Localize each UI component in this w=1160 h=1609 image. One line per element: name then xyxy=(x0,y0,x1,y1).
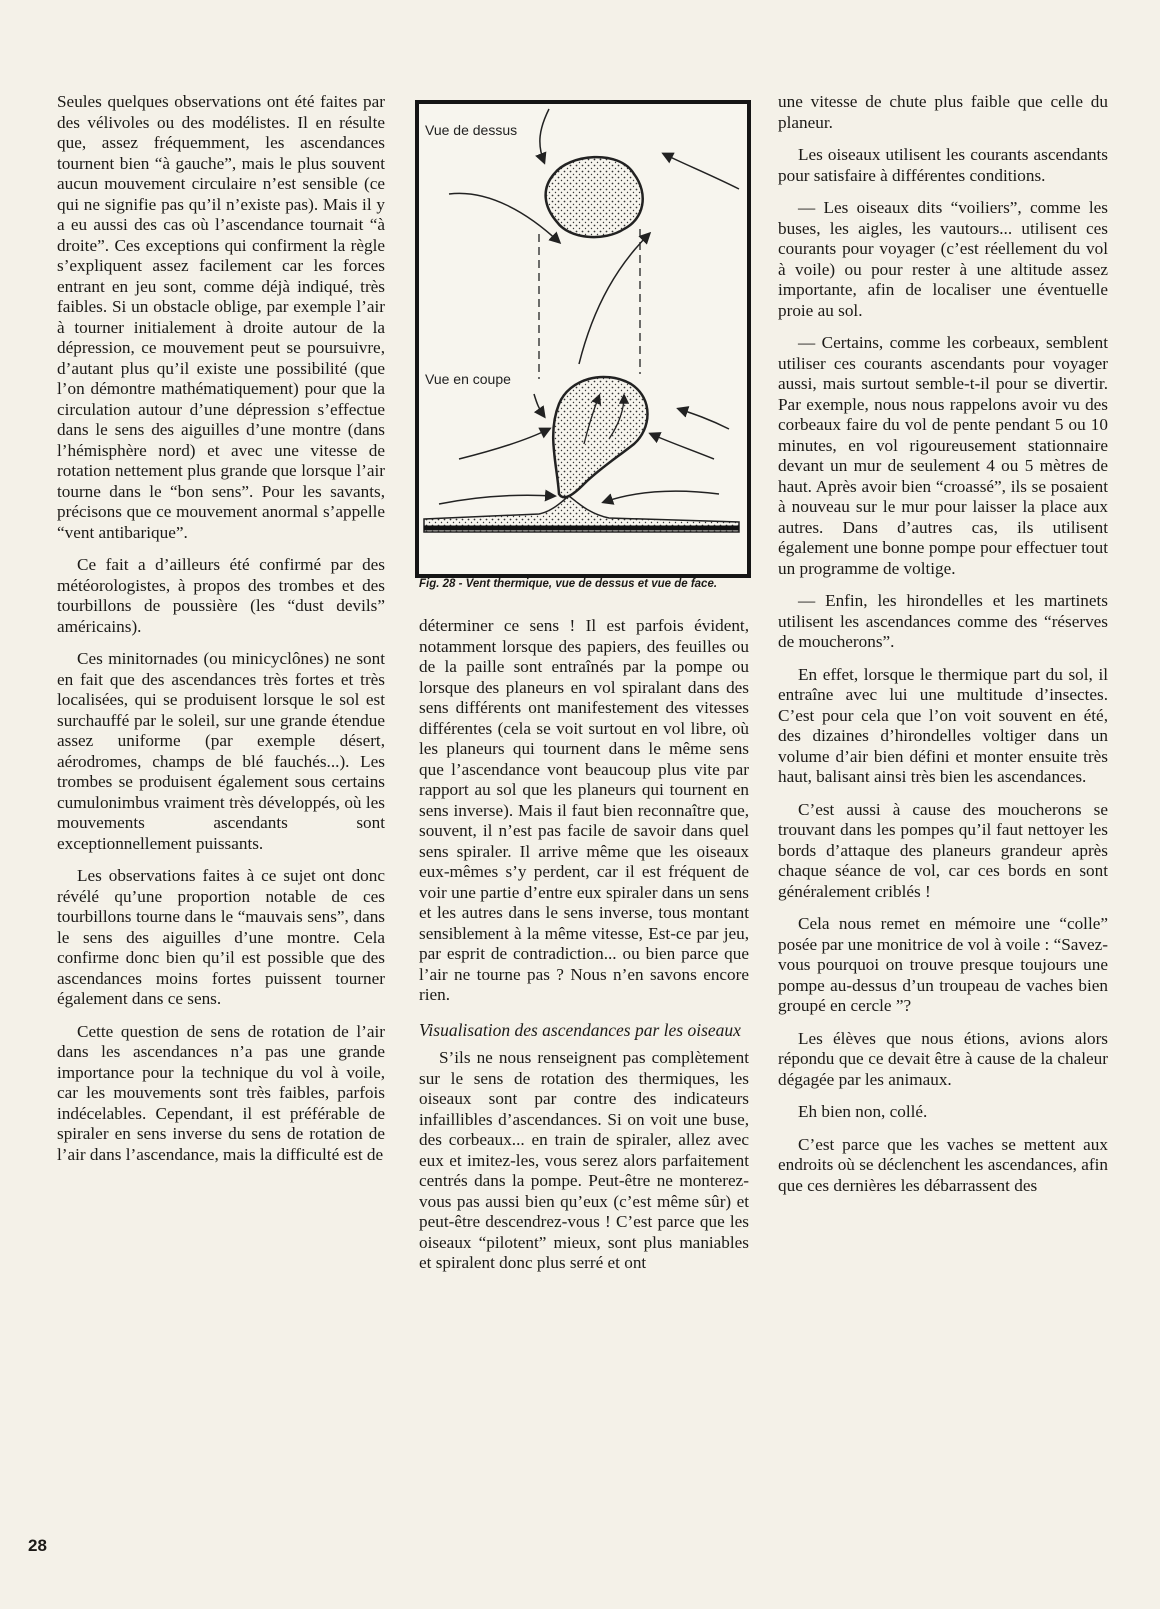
figure-label-section-view: Vue en coupe xyxy=(425,371,511,387)
paragraph: S’ils ne nous renseignent pas complètement sur le sens de rotation des thermiques, les oiseaux sont par contre des indicateurs infaillibles d’ascendances. Si on voit une buse, des corbeaux... en train de spiraler, allez avec eux et imitez-les, vous serez alors parfaitement centrés dans la pompe. Peut-être ne monterez-vous pas aussi bien qu’eux (c’est même sûr) et peut-être descendrez-vous ! C’est parce que les oiseaux “pilotent” mieux, sont plus maniables et spiralent donc plus serré et ont xyxy=(419,1048,749,1272)
article-column-1 xyxy=(57,92,385,1177)
paragraph: Eh bien non, collé. xyxy=(798,1102,928,1121)
section-subheading: Visualisation des ascendances par les oiseaux xyxy=(419,1019,741,1040)
paragraph: — Les oiseaux dits “voiliers”, comme les buses, les aigles, les vautours... utilisent ces courants pour voyager (c’est réellement du vol à voile) ou pour rester à une altitude assez importante, afin de localiser une éventuelle proie au sol. xyxy=(778,198,1108,320)
paragraph: déterminer ce sens ! Il est parfois évident, notamment lorsque des papiers, des feuilles ou de la paille sont entraînés par la pompe ou lorsque des planeurs en vol spiralant dans des sens différents ont manifestement des vitesses différentes (cela se voit surtout en vol libre, où les planeurs qui tournent dans le même sens que l’ascendance vont beaucoup plus vite par rapport au sol que les planeurs qui tournent en sens inverse). Mais il faut bien reconnaître que, souvent, il n’est pas facile de savoir dans quel sens spiraler. Il arrive même que les oiseaux eux-mêmes s’y perdent, car il est fréquent de voir une partie d’entre eux spiraler dans un sens et les autres dans le sens inverse, tous montant sensiblement à la même vitesse, Est-ce par jeu, par esprit de contradiction... ou bien parce que l’air ne tourne pas ? Nous n’en savons encore rien. xyxy=(419,616,749,1004)
thermal-illustration xyxy=(419,104,747,574)
figure-caption: Fig. 28 - Vent thermique, vue de dessus et vue de face. xyxy=(419,578,718,590)
paragraph: — Enfin, les hirondelles et les martinets utilisent les ascendances comme des “réserves de moucherons”. xyxy=(778,591,1108,651)
paragraph: C’est parce que les vaches se mettent aux endroits où se déclenchent les ascendances, afin que ces dernières les débarrassent des xyxy=(778,1134,1108,1195)
paragraph: Seules quelques observations ont été faites par des vélivoles ou des modélistes. Il en résulte que, assez fréquemment, les ascendances tournent bien “à gauche”, mais le plus souvent aucun mouvement circulaire n’est sensible (ce qui ne signifie pas qu’il n’existe pas). Mais il y a eu aussi des cas où l’ascendance tournait “à droite”. Ces exceptions qui confirment la règle s’expliquent assez facilement car les forces entrant en jeu sont, comme déjà indiqué, très faibles. Si un obstacle oblige, par exemple l’air à tourner initialement à droite autour de la dépression, ce mouvement peut se poursuivre, d’autant plus qu’il existe une possibilité (que l’on démontre mathématiquement) pour que la circulation autour d’une dépression s’effectue dans le sens des aiguilles d’une montre (dans l’hémisphère nord) et avec une vitesse de rotation nettement plus grande que lorsque l’air tourne dans le “bon sens”. Pour les savants, précisons que ce mouvement anormal s’appelle “vent antibarique”. xyxy=(57,92,385,542)
paragraph: une vitesse de chute plus faible que celle du planeur. xyxy=(778,92,1108,132)
paragraph: Les élèves que nous étions, avions alors répondu que ce devait être à cause de la chaleur dégagée par les animaux. xyxy=(778,1028,1108,1089)
paragraph: C’est aussi à cause des moucherons se trouvant dans les pompes qu’il faut nettoyer les bords d’attaque des planeurs grandeur après chaque séance de vol, car ces bords en sont généralement criblés ! xyxy=(778,799,1108,901)
paragraph: Ce fait a d’ailleurs été confirmé par des météorologistes, à propos des trombes et des tourbillons de poussière (les “dust devils” américains). xyxy=(57,555,385,636)
figure-thermal-diagram xyxy=(415,100,751,578)
paragraph: En effet, lorsque le thermique part du sol, il entraîne avec lui une multitude d’insectes. C’est pour cela que l’on voit souvent en été, des dizaines d’hirondelles voltiger dans un volume d’air bien défini et monter ensuite très haut, balisant ainsi très bien les ascendances. xyxy=(778,664,1108,786)
paragraph: Cette question de sens de rotation de l’air dans les ascendances n’a pas une grande importance pour la technique du vol à voile, car les mouvements sont très faibles, parfois indécelables. Cependant, il est préférable de spiraler en sens inverse du sens de rotation de l’air dans l’ascendance, mais la difficulté est de xyxy=(57,1021,385,1164)
article-column-2 xyxy=(419,616,749,1286)
figure-label-top-view: Vue de dessus xyxy=(425,122,518,138)
paragraph: Cela nous remet en mémoire une “colle” posée par une monitrice de vol à voile : “Savez-vous pourquoi on trouve presque toujours une pompe au-dessus d’un troupeau de vaches bien groupé en cercle ”? xyxy=(778,914,1108,1015)
paragraph: Les oiseaux utilisent les courants ascendants pour satisfaire à différentes conditions. xyxy=(778,145,1108,185)
article-column-3 xyxy=(778,92,1108,1208)
paragraph: — Certains, comme les corbeaux, semblent utiliser ces courants ascendants pour voyager aussi, mais surtout semble-t-il pour se divertir. Par exemple, nous nous rappelons avoir vu des corbeaux faire du vol de pente pendant 5 ou 10 minutes, en vol rigoureusement stationnaire devant un mur de seulement 4 ou 5 mètres de haut. Après avoir bien “croassé”, ils se posaient à nouveau sur le mur pour laisser la place aux autres. Dans d’autres cas, ils utilisent également une bonne pompe pour effectuer tout un programme de voltige. xyxy=(778,333,1108,578)
paragraph: Les observations faites à ce sujet ont donc révélé qu’une proportion notable de ces tourbillons tourne dans le “mauvais sens”, dans le sens des aiguilles d’une montre. Cela confirme donc bien qu’il est possible que des ascendances moins fortes puissent tourner également dans ce sens. xyxy=(57,866,385,1008)
paragraph: Ces minitornades (ou minicyclônes) ne sont en fait que des ascendances très fortes et très localisées, qui se produisent lorsque le sol est surchauffé par le soleil, sur une grande étendue assez uniforme (par exemple désert, aérodromes, champs de blé fauchés...). Les trombes se produisent également sous certains cumulonimbus vraiment très développés, où les mouvements ascendants sont exceptionnellement puissants. xyxy=(57,649,385,853)
page-number: 28 xyxy=(28,1536,47,1555)
